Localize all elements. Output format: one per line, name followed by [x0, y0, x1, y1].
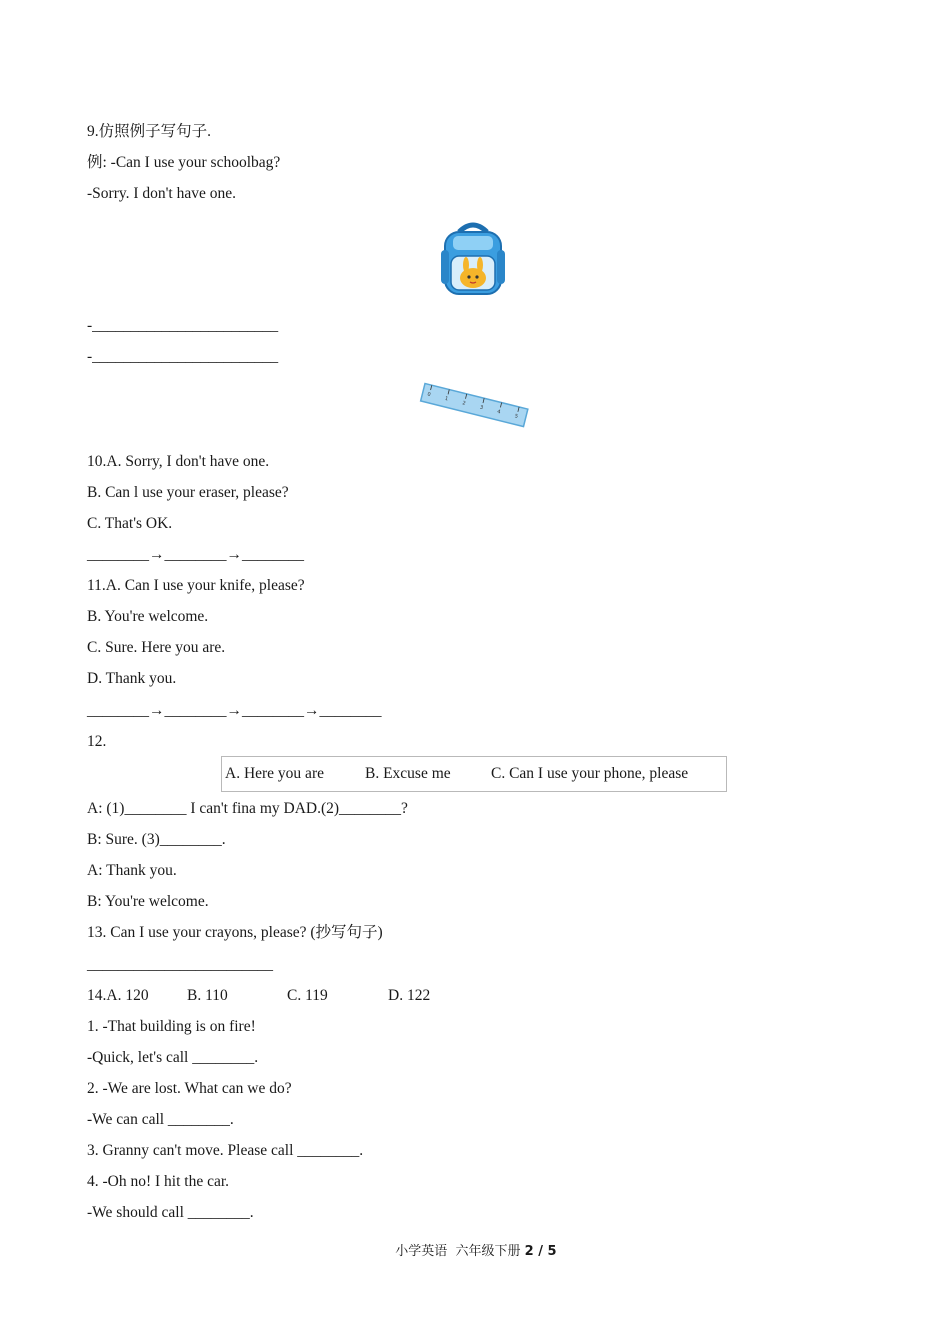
svg-text:3: 3 [479, 404, 484, 412]
q9-answer-blank-2[interactable]: -________________________ [87, 348, 279, 365]
q12-option-b: B. Excuse me [365, 765, 451, 782]
q12-number: 12. [87, 733, 107, 750]
q10-option-c: C. That's OK. [87, 515, 173, 532]
q13-sentence: 13. Can I use your crayons, please? (抄写句子) [87, 924, 383, 941]
q14-sentence-1-answer: -Quick, let's call ________. [87, 1049, 259, 1066]
footer-label: 小学英语 六年级下册 [395, 1244, 525, 1259]
q9-answer-blank-1[interactable]: -________________________ [87, 317, 279, 334]
q12-dialog-line-1: A: (1)________ I can't fina my DAD.(2)________? [87, 800, 408, 817]
q9-example-answer: -Sorry. I don't have one. [87, 185, 236, 202]
svg-text:5: 5 [514, 413, 519, 420]
svg-text:0: 0 [426, 391, 432, 399]
q14-sentence-2-question: 2. -We are lost. What can we do? [87, 1080, 292, 1097]
q12-dialog-line-4: B: You're welcome. [87, 893, 209, 910]
q12-dialog-line-2: B: Sure. (3)________. [87, 831, 226, 848]
q14-option-a: 14.A. 120 [87, 987, 149, 1004]
schoolbag-icon [437, 220, 509, 296]
q14-sentence-2-answer: -We can call ________. [87, 1111, 234, 1128]
q12-options-box [221, 756, 727, 792]
q13-answer-blank[interactable]: ________________________ [87, 956, 273, 973]
q12-option-a: A. Here you are [225, 765, 324, 782]
q14-sentence-1-question: 1. -That building is on fire! [87, 1018, 256, 1035]
q12-option-c: C. Can I use your phone, please [491, 765, 689, 782]
q10-option-a: 10.A. Sorry, I don't have one. [87, 453, 270, 470]
q11-order-blanks[interactable]: ________→________→________→________ [87, 702, 382, 719]
q10-order-blanks[interactable]: ________→________→________ [87, 546, 304, 563]
page-number: 2 / 5 [524, 1244, 557, 1259]
q11-option-a: 11.A. Can I use your knife, please? [87, 577, 305, 594]
q11-option-b: B. You're welcome. [87, 608, 209, 625]
q14-sentence-4-question: 4. -Oh no! I hit the car. [87, 1173, 230, 1190]
svg-text:2: 2 [461, 400, 467, 407]
svg-text:4: 4 [496, 408, 502, 416]
ruler-icon [416, 378, 532, 434]
page-footer [387, 1225, 557, 1259]
q10-option-b: B. Can l use your eraser, please? [87, 484, 289, 501]
q12-dialog-line-3: A: Thank you. [87, 862, 177, 879]
q14-option-c: C. 119 [287, 987, 328, 1004]
q9-title: 9.仿照例子写句子. [87, 123, 212, 140]
q14-sentence-3: 3. Granny can't move. Please call ________. [87, 1142, 364, 1159]
q9-example-question: 例: -Can I use your schoolbag? [87, 154, 281, 171]
q14-option-d: D. 122 [388, 987, 431, 1004]
q14-option-b: B. 110 [187, 987, 228, 1004]
q11-option-d: D. Thank you. [87, 670, 177, 687]
q14-sentence-4-answer: -We should call ________. [87, 1204, 254, 1221]
q11-option-c: C. Sure. Here you are. [87, 639, 226, 656]
svg-text:1: 1 [444, 395, 449, 403]
